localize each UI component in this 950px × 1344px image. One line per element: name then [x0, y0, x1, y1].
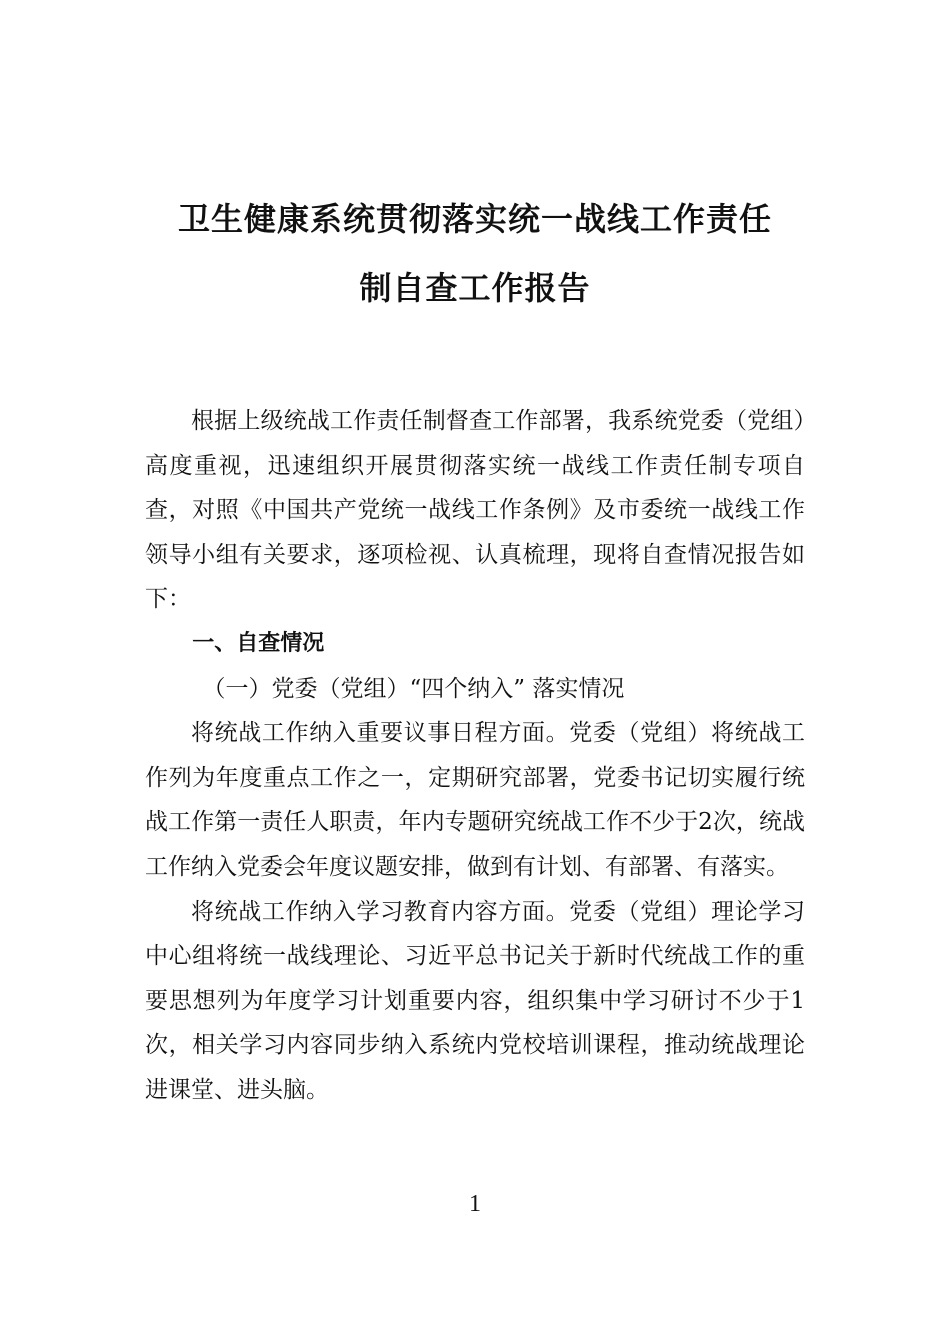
document-title-line-1: 卫生健康系统贯彻落实统一战线工作责任: [177, 200, 772, 238]
body-paragraph: 将统战工作纳入重要议事日程方面。党委（党组）将统战工作列为年度重点工作之一，定期研究部署，党委书记切实履行统战工作第一责任人职责，年内专题研究统战工作不少于2次，统战工作纳入党委会年度议题安排，做到有计划、有部署、有落实。: [145, 720, 805, 880]
body-paragraph: 将统战工作纳入学习教育内容方面。党委（党组）理论学习中心组将统一战线理论、习近平总书记关于新时代统战工作的重要思想列为年度学习计划重要内容，组织集中学习研讨不少于1次，相关学习内容同步纳入系统内党校培训课程，推动统战理论进课堂、进头脑。: [145, 898, 805, 1103]
page-number: 1: [469, 1191, 481, 1217]
subsection-heading: （一）党委（党组）“四个纳入” 落实情况: [202, 675, 625, 702]
document-body: [145, 399, 805, 1113]
section-heading: 一、自查情况: [192, 630, 325, 656]
intro-paragraph: 根据上级统战工作责任制督查工作部署，我系统党委（党组）高度重视，迅速组织开展贯彻落实统一战线工作责任制专项自查，对照《中国共产党统一战线工作条例》及市委统一战线工作领导小组有关要求，逐项检视、认真梳理，现将自查情况报告如下：: [145, 408, 805, 613]
document-title-line-2: 制自查工作报告: [359, 269, 591, 307]
